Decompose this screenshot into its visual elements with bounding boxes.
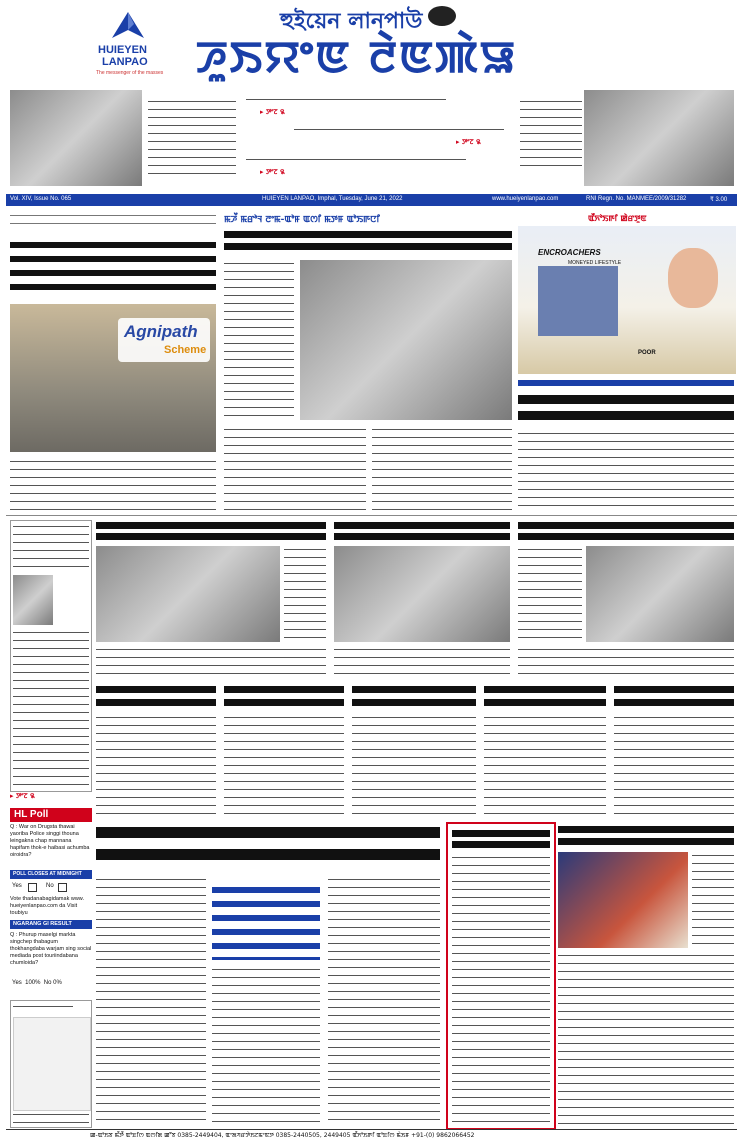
footer-rule <box>6 1129 737 1130</box>
title-main: ꯍꯨꯏꯌꯦꯟ ꯂꯥꯟꯄꯥꯎ <box>196 32 518 83</box>
cartoon-sign3: POOR <box>638 350 656 356</box>
side-box-text <box>13 629 89 785</box>
poll-result-title: NGARANG GI RESULT <box>13 921 72 927</box>
hl-poll <box>10 808 92 998</box>
masthead <box>0 0 743 88</box>
poll-yes-label: Yes <box>12 883 22 889</box>
short-story-1-head <box>96 684 216 710</box>
cartoon-image <box>518 226 736 374</box>
poll-result-bar <box>10 920 92 929</box>
short-story-3-text <box>352 714 476 820</box>
bottom-lead <box>96 824 442 1126</box>
small-cartoon-title <box>13 1003 73 1013</box>
teaser-text-right <box>520 98 582 168</box>
right-kicker <box>518 378 734 388</box>
sp-office-story <box>518 520 736 680</box>
brand-line2: LANPAO <box>102 56 148 68</box>
teaser-photo-left <box>10 90 142 186</box>
teaser-ref-1: ▸ ꯇꯦꯖ ꯲ <box>260 108 285 116</box>
poll-title-bar <box>10 808 92 822</box>
short-story-5-head <box>614 684 734 710</box>
short-story-4-text <box>484 714 606 820</box>
cartoon-block <box>518 212 736 374</box>
short-story-3-head <box>352 684 476 710</box>
short-story-2-text <box>224 714 344 820</box>
poll-question: Q : War on Drugsta thawai yaoriba Police singgi thouna leingakna chap mannana hapifam thok-e haibasi achumba oiroidra? <box>10 824 90 858</box>
teaser-line-1 <box>246 96 446 104</box>
foundation-photo <box>558 852 688 948</box>
short-story-1 <box>96 684 218 820</box>
poll-result: Yes 100% No 0% <box>12 980 62 986</box>
agnipath-kicker <box>10 212 216 230</box>
teaser-line-2 <box>294 126 504 134</box>
short-story-1-text <box>96 714 216 820</box>
right-story <box>518 378 736 512</box>
agnipath-photo <box>10 304 216 452</box>
lead-photo <box>300 260 512 420</box>
teaser-ref-3: ▸ ꯇꯦꯖ ꯲ <box>260 168 285 176</box>
poll-no-checkbox[interactable] <box>58 883 67 892</box>
lead-story <box>224 212 514 512</box>
footer-line: ꯀ-ꯑꯣꯏꯕ ꯃꯩꯇꯩ ꯑꯣꯐꯤꯁ ꯑꯁꯤꯗ ꯀꯧꯕ 0385-2449404, ꯑꯦꯗꯚꯔꯇꯥꯏꯖꯃꯦꯟꯇ 0385-2440505, 2449405 ꯑꯩꯈꯣꯏꯒꯤ ꯑꯣꯐꯤꯁ ꯃꯥꯏꯝ +91-(0) 9862066452 <box>90 1132 475 1139</box>
info-bar <box>6 194 737 206</box>
info-price: ₹ 3.00 <box>710 197 728 203</box>
foundation-story <box>558 824 736 1126</box>
boxed-story-text <box>452 854 550 1124</box>
cartoon-face <box>668 248 718 308</box>
title-top: হুইয়েন লানপাউ <box>280 8 423 34</box>
right-text <box>518 430 734 510</box>
bottom-lead-headline <box>96 824 440 870</box>
short-story-2-head <box>224 684 344 710</box>
sp-office-headline <box>518 520 734 542</box>
short-story-5 <box>614 684 736 820</box>
foundation-side-text <box>692 852 734 948</box>
info-mid: HUIEYEN LANPAO, Imphal, Tuesday, June 21, 2022 <box>262 196 403 202</box>
lead-kicker: ꯃꯍꯩ ꯃꯔꯣꯜ ꯂꯦꯃ-ꯑꯣꯝ ꯑꯁꯤ ꯃꯇꯝ ꯑꯣꯏꯒꯅꯤ <box>224 215 380 225</box>
divider-1 <box>6 515 737 516</box>
lead-col2 <box>224 426 366 512</box>
side-box-rahul <box>10 520 92 792</box>
hand-over-photo <box>334 546 510 642</box>
teaser-ref-2: ▸ ꯇꯦꯖ ꯲ <box>456 138 481 146</box>
bottom-lead-col3 <box>328 876 440 1126</box>
poll-title: HL Poll <box>14 809 49 820</box>
short-story-4 <box>484 684 608 820</box>
short-story-4-head <box>484 684 606 710</box>
bottom-lead-col2 <box>212 966 320 1126</box>
cartoon-building <box>538 266 618 336</box>
short-story-2 <box>224 684 346 820</box>
poll-teaser <box>10 792 90 804</box>
cartoon-sign1: ENCROACHERS <box>538 248 601 257</box>
teaser-photo-right <box>584 90 734 186</box>
brand-line1: HUIEYEN <box>98 44 147 56</box>
agnipath-headline <box>10 238 216 294</box>
hand-over-text <box>334 646 510 680</box>
bottom-lead-pullquote <box>212 884 320 960</box>
teaser-text-left <box>148 98 236 178</box>
agnipath-badge <box>118 318 210 362</box>
small-cartoon-caption <box>13 1111 89 1125</box>
poll-vote: Vote thadanabagidamak www. hueiyenlanpao.com da Visit toubiyu <box>10 896 84 916</box>
boxed-story <box>446 822 556 1130</box>
side-box-photo <box>13 575 53 625</box>
hand-over-headline <box>334 520 510 542</box>
short-story-5-text <box>614 714 734 820</box>
right-headline <box>518 392 734 426</box>
lead-col1 <box>224 260 294 420</box>
agnipath-story <box>10 212 218 512</box>
short-story-3 <box>352 684 478 820</box>
info-rni: RNI Regn. No. MANMEE/2009/31282 <box>586 196 687 202</box>
lead-col3 <box>372 426 512 512</box>
poll-closes: POLL CLOSES AT MIDNIGHT <box>13 871 82 877</box>
bottom-lead-col1 <box>96 876 206 1126</box>
police-side-text <box>284 546 326 642</box>
lead-headline <box>224 228 512 252</box>
side-box-headline <box>13 523 89 571</box>
info-web: www.hueiyenlanpao.com <box>492 196 559 202</box>
crane-logo-icon <box>110 8 146 42</box>
foundation-headline <box>558 824 734 848</box>
agnipath-badge-title: Agnipath <box>124 322 198 341</box>
poll-yes-checkbox[interactable] <box>28 883 37 892</box>
police-text <box>96 646 326 680</box>
boxed-story-headline <box>452 828 550 850</box>
small-cartoon <box>10 1000 92 1128</box>
police-photo <box>96 546 280 642</box>
poll-closes-bar <box>10 870 92 879</box>
cartoon-label: ꯑꯩꯈꯣꯏꯒꯤ ꯀꯥꯔꯇꯨꯟ <box>588 213 647 223</box>
info-vol: Vol. XIV, Issue No. 065 <box>10 196 72 202</box>
foundation-text <box>558 952 734 1126</box>
poll-teaser-ref: ▸ ꯇꯦꯖ ꯲ <box>10 792 35 800</box>
police-story <box>96 520 328 680</box>
agnipath-badge-sub: Scheme <box>164 344 207 356</box>
face-icon <box>428 6 456 26</box>
small-cartoon-image <box>13 1017 91 1111</box>
sp-office-side-text <box>518 546 582 642</box>
tagline: The messenger of the masses <box>96 70 164 76</box>
teaser-block-center <box>246 92 510 188</box>
sp-office-photo <box>586 546 734 642</box>
poll-no-label: No <box>46 883 54 889</box>
hand-over-story <box>334 520 512 680</box>
police-headline <box>96 520 326 542</box>
teaser-line-3 <box>246 156 466 164</box>
cartoon-sign2: MONEYED LIFESTYLE <box>568 260 622 266</box>
agnipath-text <box>10 458 216 510</box>
sp-office-text <box>518 646 734 680</box>
poll-question-2: Q : Phurup maselgi markta singchep thabagum thokhangdaba warjam sing social mediada post touriindabana chumloida? <box>10 932 92 966</box>
short-stories <box>96 684 736 820</box>
